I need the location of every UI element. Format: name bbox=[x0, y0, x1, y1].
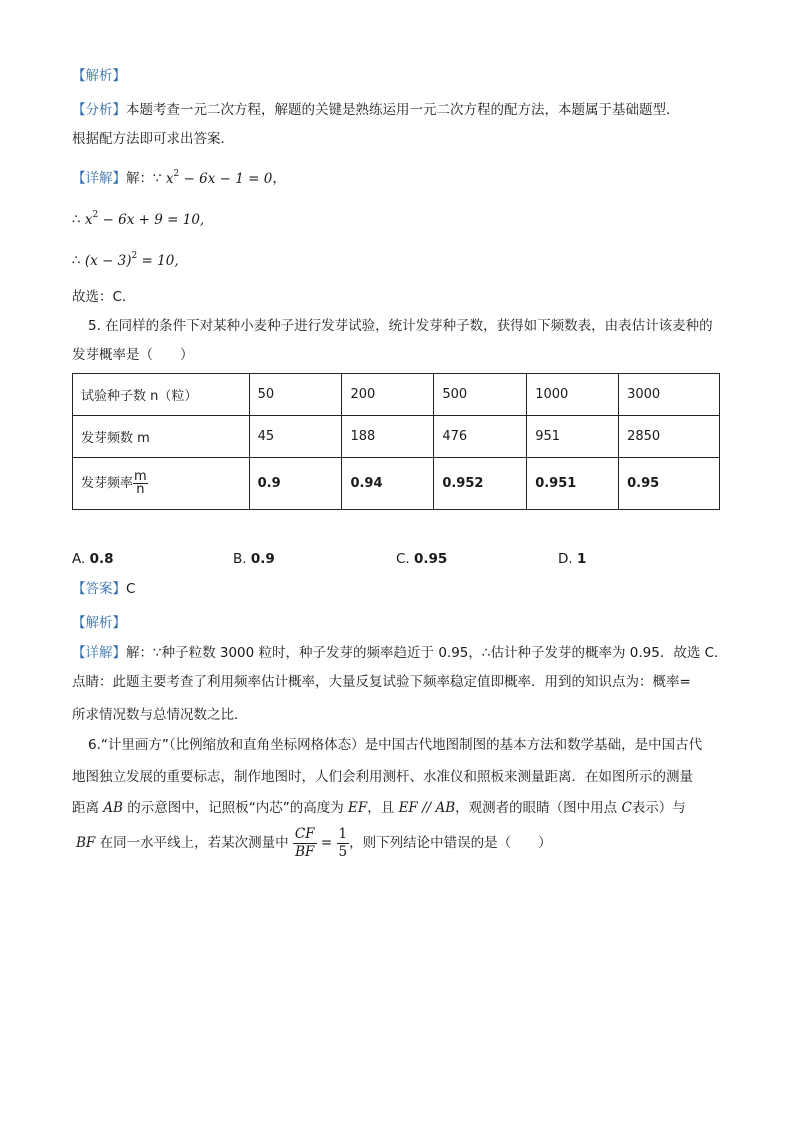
option-b: B. 0.9 bbox=[233, 551, 275, 567]
table-cell: 50 bbox=[249, 374, 342, 416]
table-cell: 1000 bbox=[527, 374, 619, 416]
fraction-m-over-n: $\frac{m}{n}$ bbox=[134, 469, 147, 497]
table-cell: 0.9 bbox=[249, 458, 342, 510]
table-header-cell: 发芽频数 m bbox=[73, 416, 250, 458]
answer-value: C bbox=[126, 581, 136, 597]
option-a: A. 0.8 bbox=[72, 551, 114, 567]
table-cell: 500 bbox=[434, 374, 527, 416]
table-row bbox=[73, 416, 720, 458]
detail-tag: 【详解】 bbox=[72, 645, 126, 661]
analysis-text: 本题考查一元二次方程，解题的关键是熟练运用一元二次方程的配方法，本题属于基础题型． bbox=[126, 102, 680, 118]
table-cell: 0.951 bbox=[527, 458, 619, 510]
equation-3: $(x - 3)^2 = 10$, bbox=[84, 251, 179, 269]
detail-line-2 bbox=[72, 644, 728, 662]
table-row bbox=[73, 374, 720, 416]
analysis-line-2: 根据配方法即可求出答案． bbox=[72, 131, 234, 147]
table-row bbox=[73, 458, 720, 510]
detail-prefix: 解：∵ bbox=[126, 170, 162, 187]
table-cell: 0.952 bbox=[434, 458, 527, 510]
option-d: D. 1 bbox=[558, 551, 587, 567]
detail-tag: 【详解】 bbox=[72, 170, 126, 187]
jiexi-tag: 【解析】 bbox=[72, 68, 126, 84]
question-5-line-1: 5. 在同样的条件下对某种小麦种子进行发芽试验，统计发芽种子数，获得如下频数表，由表估计该麦种的 bbox=[88, 318, 713, 334]
jiexi-heading bbox=[72, 67, 126, 85]
therefore-symbol: ∴ bbox=[72, 252, 81, 269]
table-cell: 3000 bbox=[619, 374, 720, 416]
analysis-line bbox=[72, 101, 680, 119]
answer-line: 故选：C． bbox=[72, 289, 136, 305]
jiexi-heading-2 bbox=[72, 614, 126, 632]
fraction-cf-over-bf: $\frac{CF}{BF}$ bbox=[294, 825, 315, 860]
jiexi-tag: 【解析】 bbox=[72, 615, 126, 631]
table-cell: 0.94 bbox=[342, 458, 434, 510]
table-cell: 200 bbox=[342, 374, 434, 416]
answer-key-line bbox=[72, 580, 135, 598]
table-header-cell: 试验种子数 n（粒） bbox=[73, 374, 250, 416]
equation-2-line bbox=[72, 207, 204, 229]
tip-line-1: 点睛：此题主要考查了利用频率估计概率，大量反复试验下频率稳定值即概率．用到的知识点为：概率= bbox=[72, 674, 691, 690]
tip-line-2: 所求情况数与总情况数之比． bbox=[72, 707, 248, 723]
option-c: C. 0.95 bbox=[396, 551, 448, 567]
equation-2: $x^2 - 6x + 9 = 10$, bbox=[84, 210, 205, 228]
question-5-line-2: 发芽概率是（ ） bbox=[72, 347, 194, 363]
analysis-tag: 【分析】 bbox=[72, 102, 126, 118]
question-6-line-4: BF 在同一水平线上，若某次测量中 $\frac{CF}{BF}$ = $\frac{1}{5}$ ，则下列结论中错误的是（ ） bbox=[76, 825, 552, 860]
equation-3-line bbox=[72, 248, 179, 270]
table-cell: 0.95 bbox=[619, 458, 720, 510]
table-cell: 2850 bbox=[619, 416, 720, 458]
fraction-one-fifth: $\frac{1}{5}$ bbox=[338, 825, 348, 860]
question-6-line-2: 地图独立发展的重要标志，制作地图时，人们会利用测杆、水准仪和照板来测量距离．在如图所示的测量 bbox=[72, 769, 693, 785]
table-cell: 188 bbox=[342, 416, 434, 458]
frequency-table bbox=[72, 373, 720, 510]
question-6-line-1: 6.“计里画方”（比例缩放和直角坐标网格体态）是中国古代地图制图的基本方法和数学基础，是中国古代 bbox=[88, 737, 703, 753]
answer-tag: 【答案】 bbox=[72, 581, 126, 597]
table-header-cell: 发芽频率 $\frac{m}{n}$ bbox=[73, 458, 250, 510]
detail-line: 【详解】解：∵ $x^2 - 6x - 1 = 0$， bbox=[72, 169, 286, 187]
detail-text: 解：∵种子粒数 3000 粒时，种子发芽的频率趋近于 0.95，∴估计种子发芽的概率为 0.95．故选 C． bbox=[126, 645, 728, 661]
table-cell: 951 bbox=[527, 416, 619, 458]
table-cell: 45 bbox=[249, 416, 342, 458]
equation-1: $x^2 - 6x - 1 = 0$ bbox=[165, 169, 273, 187]
question-6-line-3: 距离 AB 的示意图中，记照板“内芯”的高度为 EF，且 EF // AB，观测者的眼睛（图中用点 C表示）与 bbox=[72, 800, 686, 816]
therefore-symbol: ∴ bbox=[72, 211, 81, 228]
table-cell: 476 bbox=[434, 416, 527, 458]
